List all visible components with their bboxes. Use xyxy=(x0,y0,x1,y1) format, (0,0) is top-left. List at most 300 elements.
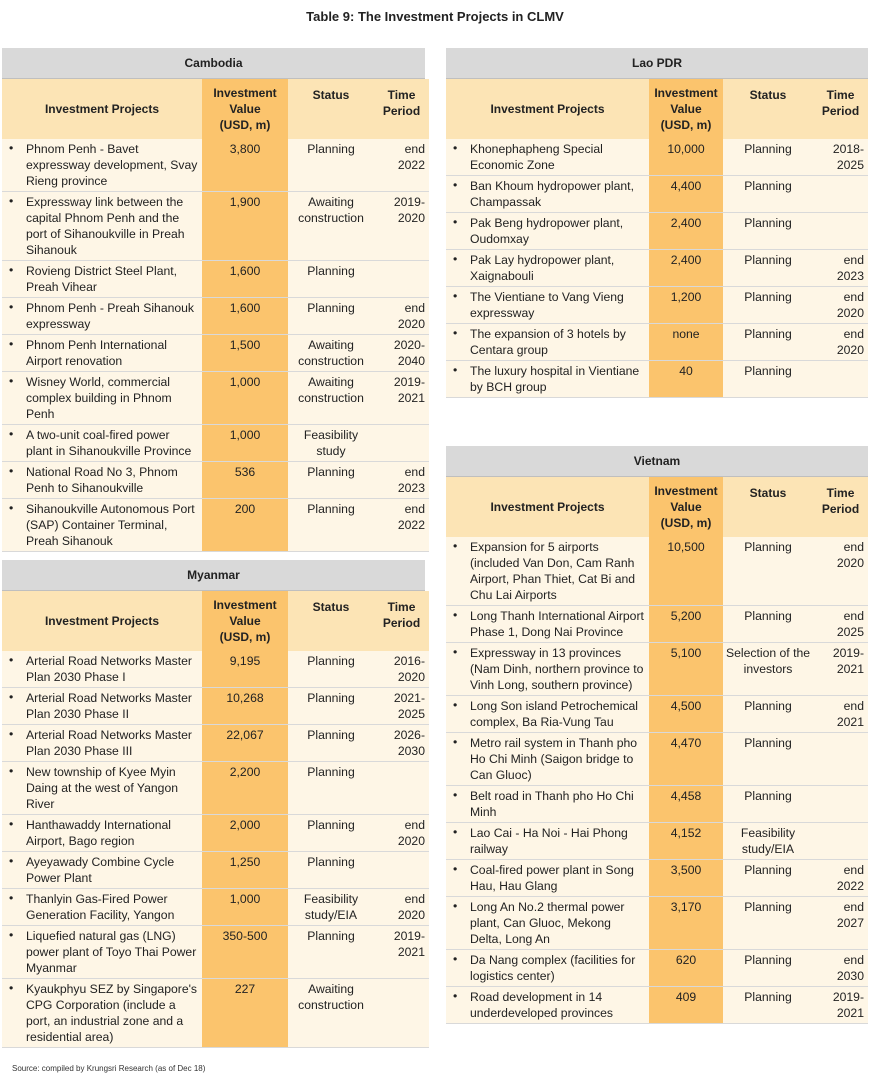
column-header-projects: Investment Projects xyxy=(446,79,649,139)
investment-value: 10,268 xyxy=(202,688,288,725)
project-text: Long Son island Petrochemical complex, Ba Ria-Vung Tau xyxy=(470,699,639,729)
table-row xyxy=(446,361,868,398)
project-text: Liquefied natural gas (LNG) power plant of Toyo Thai Power Myanmar xyxy=(26,929,197,975)
time-period xyxy=(374,762,429,815)
project-text: Pak Lay hydropower plant, Xaignabouli xyxy=(470,253,615,283)
column-header-period xyxy=(374,79,429,139)
investment-value: 1,500 xyxy=(202,335,288,372)
investment-value: 1,900 xyxy=(202,192,288,261)
time-period: end 2020 xyxy=(374,298,429,335)
table-row xyxy=(2,762,429,815)
bullet-icon: • xyxy=(453,539,458,553)
bullet-icon: • xyxy=(9,501,14,515)
investment-value: 1,600 xyxy=(202,298,288,335)
header-line: Period xyxy=(821,104,860,118)
table-row xyxy=(2,139,429,192)
table-row xyxy=(446,139,868,176)
project-name xyxy=(2,462,202,499)
project-name xyxy=(2,298,202,335)
time-period: end 2020 xyxy=(374,889,429,926)
table-row xyxy=(446,287,868,324)
project-text: Coal-fired power plant in Song Hau, Hau Glang xyxy=(470,863,634,893)
project-text: Arterial Road Networks Master Plan 2030 Phase I xyxy=(26,654,192,684)
header-line: Investment xyxy=(213,86,277,100)
bullet-icon: • xyxy=(453,141,458,155)
investment-value: 10,000 xyxy=(649,139,723,176)
project-text: Arterial Road Networks Master Plan 2030 Phase II xyxy=(26,691,192,721)
project-text: Da Nang complex (facilities for logistics center) xyxy=(470,953,636,983)
status: Planning xyxy=(288,651,374,688)
investment-value: 2,400 xyxy=(649,250,723,287)
header-line: Time xyxy=(387,600,416,614)
project-name xyxy=(2,651,202,688)
status: Planning xyxy=(723,950,813,987)
column-header-period xyxy=(813,79,868,139)
time-period: end 2020 xyxy=(374,815,429,852)
bullet-icon: • xyxy=(9,464,14,478)
column-header-projects: Investment Projects xyxy=(2,591,202,651)
project-name xyxy=(2,979,202,1048)
header-line: Period xyxy=(821,502,860,516)
project-text: Ayeyawady Combine Cycle Power Plant xyxy=(26,855,175,885)
bullet-icon: • xyxy=(9,337,14,351)
header-line: Investment xyxy=(654,484,718,498)
bullet-icon: • xyxy=(453,178,458,192)
time-period: 2019-2020 xyxy=(374,192,429,261)
table-row xyxy=(2,462,429,499)
project-text: Phnom Penh - Bavet expressway development, Svay Rieng province xyxy=(26,142,198,188)
table-row xyxy=(2,335,429,372)
project-name xyxy=(2,815,202,852)
header-line: Value xyxy=(229,614,261,628)
header-line: (USD, m) xyxy=(219,630,271,644)
bullet-icon: • xyxy=(9,981,14,995)
project-text: Khonephapheng Special Economic Zone xyxy=(470,142,603,172)
investment-value: 2,200 xyxy=(202,762,288,815)
status: Planning xyxy=(288,762,374,815)
table-row xyxy=(446,897,868,950)
time-period: end 2020 xyxy=(813,287,868,324)
project-text: Thanlyin Gas-Fired Power Generation Facility, Yangon xyxy=(26,892,175,922)
table-row xyxy=(2,425,429,462)
column-header-row xyxy=(446,477,868,537)
column-header-value xyxy=(202,79,288,139)
project-text: Pak Beng hydropower plant, Oudomxay xyxy=(470,216,624,246)
status: Feasibility study/EIA xyxy=(723,823,813,860)
column-header-value xyxy=(202,591,288,651)
header-line: Period xyxy=(382,104,421,118)
project-name xyxy=(446,860,649,897)
column-header-projects: Investment Projects xyxy=(446,477,649,537)
time-period: end 2023 xyxy=(374,462,429,499)
project-name xyxy=(446,733,649,786)
table-row xyxy=(2,725,429,762)
status: Planning xyxy=(288,852,374,889)
bullet-icon: • xyxy=(453,698,458,712)
header-line: Period xyxy=(382,616,421,630)
investment-value: 22,067 xyxy=(202,725,288,762)
project-name xyxy=(2,725,202,762)
table-row xyxy=(2,298,429,335)
project-name xyxy=(2,852,202,889)
time-period xyxy=(813,823,868,860)
bullet-icon: • xyxy=(9,194,14,208)
table-row xyxy=(446,860,868,897)
status: Planning xyxy=(288,462,374,499)
time-period: end 2027 xyxy=(813,897,868,950)
bullet-icon: • xyxy=(9,300,14,314)
time-period: end 2023 xyxy=(813,250,868,287)
investment-value: 1,000 xyxy=(202,889,288,926)
time-period: end 2022 xyxy=(374,499,429,552)
project-name xyxy=(2,688,202,725)
table-row xyxy=(446,606,868,643)
project-text: Rovieng District Steel Plant, Preah Vihear xyxy=(26,264,178,294)
table-row xyxy=(446,176,868,213)
column-header-row xyxy=(2,79,429,139)
project-text: Expansion for 5 airports (included Van Don, Cam Ranh Airport, Phan Thiet, Cat Bi and Chu Lai Airports xyxy=(470,540,636,602)
column-header-status: Status xyxy=(723,477,813,537)
project-name xyxy=(446,537,649,606)
column-header-value xyxy=(649,477,723,537)
project-name xyxy=(2,192,202,261)
project-name xyxy=(446,324,649,361)
bullet-icon: • xyxy=(9,141,14,155)
project-text: The luxury hospital in Vientiane by BCH group xyxy=(470,364,640,394)
column-header-status: Status xyxy=(288,591,374,651)
project-text: Hanthawaddy International Airport, Bago region xyxy=(26,818,171,848)
vietnam-table xyxy=(446,446,868,1024)
investment-value: 4,400 xyxy=(649,176,723,213)
project-name xyxy=(2,762,202,815)
bullet-icon: • xyxy=(453,862,458,876)
status: Planning xyxy=(288,298,374,335)
bullet-icon: • xyxy=(453,825,458,839)
time-period: 2026-2030 xyxy=(374,725,429,762)
project-text: Expressway in 13 provinces (Nam Dinh, northern province to Vinh Long, southern province) xyxy=(470,646,644,692)
project-name xyxy=(2,499,202,552)
project-name xyxy=(446,643,649,696)
investment-value: 2,000 xyxy=(202,815,288,852)
column-header-period xyxy=(813,477,868,537)
status: Planning xyxy=(288,815,374,852)
bullet-icon: • xyxy=(453,363,458,377)
project-name xyxy=(2,425,202,462)
status: Planning xyxy=(288,499,374,552)
status: Planning xyxy=(723,361,813,398)
table-row xyxy=(446,950,868,987)
column-header-period xyxy=(374,591,429,651)
project-text: Phnom Penh - Preah Sihanouk expressway xyxy=(26,301,195,331)
investment-value: 200 xyxy=(202,499,288,552)
status: Feasibility study/EIA xyxy=(288,889,374,926)
status: Planning xyxy=(723,897,813,950)
project-text: Long Thanh International Airport Phase 1, Dong Nai Province xyxy=(470,609,644,639)
project-name xyxy=(446,287,649,324)
status: Awaiting construction xyxy=(288,979,374,1048)
project-name xyxy=(446,823,649,860)
table-row xyxy=(2,688,429,725)
table-row xyxy=(2,926,429,979)
time-period: 2019-2021 xyxy=(813,643,868,696)
status: Planning xyxy=(723,987,813,1024)
table-row xyxy=(446,213,868,250)
status: Planning xyxy=(723,213,813,250)
investment-value: 350-500 xyxy=(202,926,288,979)
project-text: National Road No 3, Phnom Penh to Sihanoukville xyxy=(26,465,178,495)
project-text: Road development in 14 underdeveloped provinces xyxy=(470,990,613,1020)
investment-value: 3,800 xyxy=(202,139,288,192)
country-header: Myanmar xyxy=(2,560,425,591)
investment-value: 1,200 xyxy=(649,287,723,324)
project-name xyxy=(446,250,649,287)
investment-value: 1,600 xyxy=(202,261,288,298)
status: Planning xyxy=(723,537,813,606)
time-period xyxy=(813,213,868,250)
bullet-icon: • xyxy=(9,263,14,277)
time-period: 2021-2025 xyxy=(374,688,429,725)
project-name xyxy=(2,926,202,979)
column-header-status: Status xyxy=(723,79,813,139)
investment-value: 4,152 xyxy=(649,823,723,860)
table-row xyxy=(2,651,429,688)
bullet-icon: • xyxy=(9,690,14,704)
status: Planning xyxy=(723,287,813,324)
investment-value: 620 xyxy=(649,950,723,987)
time-period xyxy=(813,786,868,823)
status: Awaiting construction xyxy=(288,192,374,261)
country-header: Lao PDR xyxy=(446,48,868,79)
time-period xyxy=(374,425,429,462)
investment-value: 1,250 xyxy=(202,852,288,889)
status: Planning xyxy=(723,176,813,213)
table-row xyxy=(446,823,868,860)
table-row xyxy=(446,537,868,606)
header-line: Time xyxy=(387,88,416,102)
status: Planning xyxy=(723,250,813,287)
country-header: Cambodia xyxy=(2,48,425,79)
time-period: 2019-2021 xyxy=(374,372,429,425)
time-period xyxy=(374,852,429,889)
project-text: Lao Cai - Ha Noi - Hai Phong railway xyxy=(470,826,628,856)
project-text: Ban Khoum hydropower plant, Champassak xyxy=(470,179,634,209)
investment-value: 40 xyxy=(649,361,723,398)
table-row xyxy=(446,250,868,287)
column-header-projects: Investment Projects xyxy=(2,79,202,139)
source-note: Source: compiled by Krungsri Research (as of Dec 18) xyxy=(12,1064,206,1073)
status: Planning xyxy=(288,926,374,979)
bullet-icon: • xyxy=(9,928,14,942)
bullet-icon: • xyxy=(9,427,14,441)
time-period: 2019-2021 xyxy=(374,926,429,979)
status: Awaiting construction xyxy=(288,335,374,372)
lao-table xyxy=(446,48,868,398)
time-period: end 2030 xyxy=(813,950,868,987)
investment-value: 9,195 xyxy=(202,651,288,688)
bullet-icon: • xyxy=(453,645,458,659)
status: Planning xyxy=(723,606,813,643)
status: Awaiting construction xyxy=(288,372,374,425)
status: Planning xyxy=(723,324,813,361)
project-name xyxy=(446,606,649,643)
time-period: end 2020 xyxy=(813,537,868,606)
status: Planning xyxy=(288,725,374,762)
status: Planning xyxy=(723,860,813,897)
investment-value: 4,500 xyxy=(649,696,723,733)
country-header: Vietnam xyxy=(446,446,868,477)
investment-value: 3,500 xyxy=(649,860,723,897)
project-text: Belt road in Thanh pho Ho Chi Minh xyxy=(470,789,634,819)
bullet-icon: • xyxy=(453,788,458,802)
time-period: end 2020 xyxy=(813,324,868,361)
project-name xyxy=(446,786,649,823)
header-line: Time xyxy=(826,88,855,102)
header-line: Value xyxy=(670,500,702,514)
project-text: Arterial Road Networks Master Plan 2030 Phase III xyxy=(26,728,192,758)
investment-value: 4,470 xyxy=(649,733,723,786)
table-row xyxy=(2,889,429,926)
bullet-icon: • xyxy=(453,735,458,749)
project-text: Kyaukphyu SEZ by Singapore's CPG Corporation (include a port, an industrial zone and a residential area) xyxy=(26,982,198,1044)
time-period: end 2022 xyxy=(813,860,868,897)
investment-value: 2,400 xyxy=(649,213,723,250)
myanmar-table xyxy=(2,560,425,1048)
project-name xyxy=(2,372,202,425)
investment-value: 5,200 xyxy=(649,606,723,643)
bullet-icon: • xyxy=(9,854,14,868)
project-name xyxy=(2,139,202,192)
time-period: 2016-2020 xyxy=(374,651,429,688)
project-name xyxy=(446,987,649,1024)
project-text: Expressway link between the capital Phnom Penh and the port of Sihanoukville in Preah Sihanouk xyxy=(26,195,185,257)
investment-value: 3,170 xyxy=(649,897,723,950)
bullet-icon: • xyxy=(453,952,458,966)
status: Planning xyxy=(723,733,813,786)
status: Planning xyxy=(288,261,374,298)
status: Planning xyxy=(288,139,374,192)
table-row xyxy=(2,815,429,852)
time-period: 2018-2025 xyxy=(813,139,868,176)
investment-value: 1,000 xyxy=(202,425,288,462)
project-text: Sihanoukville Autonomous Port (SAP) Container Terminal, Preah Sihanouk xyxy=(26,502,195,548)
time-period: end 2022 xyxy=(374,139,429,192)
table-row xyxy=(446,987,868,1024)
time-period: 2020-2040 xyxy=(374,335,429,372)
header-line: Value xyxy=(670,102,702,116)
project-name xyxy=(2,335,202,372)
investment-value: 5,100 xyxy=(649,643,723,696)
time-period: end 2021 xyxy=(813,696,868,733)
status: Planning xyxy=(723,139,813,176)
column-header-status: Status xyxy=(288,79,374,139)
investment-value: none xyxy=(649,324,723,361)
project-name xyxy=(446,139,649,176)
time-period xyxy=(374,979,429,1048)
column-header-row xyxy=(446,79,868,139)
time-period xyxy=(813,361,868,398)
table-row xyxy=(446,733,868,786)
project-text: Wisney World, commercial complex building in Phnom Penh xyxy=(26,375,172,421)
project-name xyxy=(2,261,202,298)
bullet-icon: • xyxy=(453,252,458,266)
bullet-icon: • xyxy=(453,326,458,340)
project-text: New township of Kyee Myin Daing at the west of Yangon River xyxy=(26,765,178,811)
time-period xyxy=(813,733,868,786)
status: Planning xyxy=(288,688,374,725)
project-name xyxy=(446,897,649,950)
project-name xyxy=(2,889,202,926)
table-row xyxy=(446,786,868,823)
bullet-icon: • xyxy=(9,653,14,667)
status: Feasibility study xyxy=(288,425,374,462)
table-row xyxy=(2,979,429,1048)
bullet-icon: • xyxy=(9,764,14,778)
table-row xyxy=(446,696,868,733)
project-text: Long An No.2 thermal power plant, Can Gluoc, Mekong Delta, Long An xyxy=(470,900,625,946)
bullet-icon: • xyxy=(9,891,14,905)
bullet-icon: • xyxy=(9,727,14,741)
column-header-value xyxy=(649,79,723,139)
table-row xyxy=(2,852,429,889)
table-row xyxy=(2,372,429,425)
bullet-icon: • xyxy=(453,215,458,229)
project-text: Metro rail system in Thanh pho Ho Chi Minh (Saigon bridge to Can Gluoc) xyxy=(470,736,638,782)
header-line: (USD, m) xyxy=(660,516,712,530)
cambodia-table xyxy=(2,48,425,552)
time-period: end 2025 xyxy=(813,606,868,643)
table-row xyxy=(446,324,868,361)
project-text: A two-unit coal-fired power plant in Sihanoukville Province xyxy=(26,428,192,458)
bullet-icon: • xyxy=(453,608,458,622)
investment-value: 227 xyxy=(202,979,288,1048)
status: Planning xyxy=(723,696,813,733)
header-line: (USD, m) xyxy=(660,118,712,132)
status: Selection of the investors xyxy=(723,643,813,696)
table-row xyxy=(2,499,429,552)
time-period: 2019-2021 xyxy=(813,987,868,1024)
investment-value: 409 xyxy=(649,987,723,1024)
bullet-icon: • xyxy=(9,817,14,831)
time-period xyxy=(374,261,429,298)
project-name xyxy=(446,176,649,213)
table-row xyxy=(446,643,868,696)
status: Planning xyxy=(723,786,813,823)
bullet-icon: • xyxy=(453,899,458,913)
header-line: (USD, m) xyxy=(219,118,271,132)
project-name xyxy=(446,950,649,987)
time-period xyxy=(813,176,868,213)
project-name xyxy=(446,213,649,250)
header-line: Investment xyxy=(213,598,277,612)
page-title: Table 9: The Investment Projects in CLMV xyxy=(306,9,564,24)
project-text: The Vientiane to Vang Vieng expressway xyxy=(470,290,624,320)
bullet-icon: • xyxy=(9,374,14,388)
project-name xyxy=(446,696,649,733)
investment-value: 536 xyxy=(202,462,288,499)
table-row xyxy=(2,261,429,298)
column-header-row xyxy=(2,591,429,651)
investment-value: 10,500 xyxy=(649,537,723,606)
project-text: The expansion of 3 hotels by Centara group xyxy=(470,327,626,357)
bullet-icon: • xyxy=(453,289,458,303)
table-row xyxy=(2,192,429,261)
bullet-icon: • xyxy=(453,989,458,1003)
project-name xyxy=(446,361,649,398)
investment-value: 1,000 xyxy=(202,372,288,425)
project-text: Phnom Penh International Airport renovation xyxy=(26,338,167,368)
header-line: Investment xyxy=(654,86,718,100)
header-line: Value xyxy=(229,102,261,116)
